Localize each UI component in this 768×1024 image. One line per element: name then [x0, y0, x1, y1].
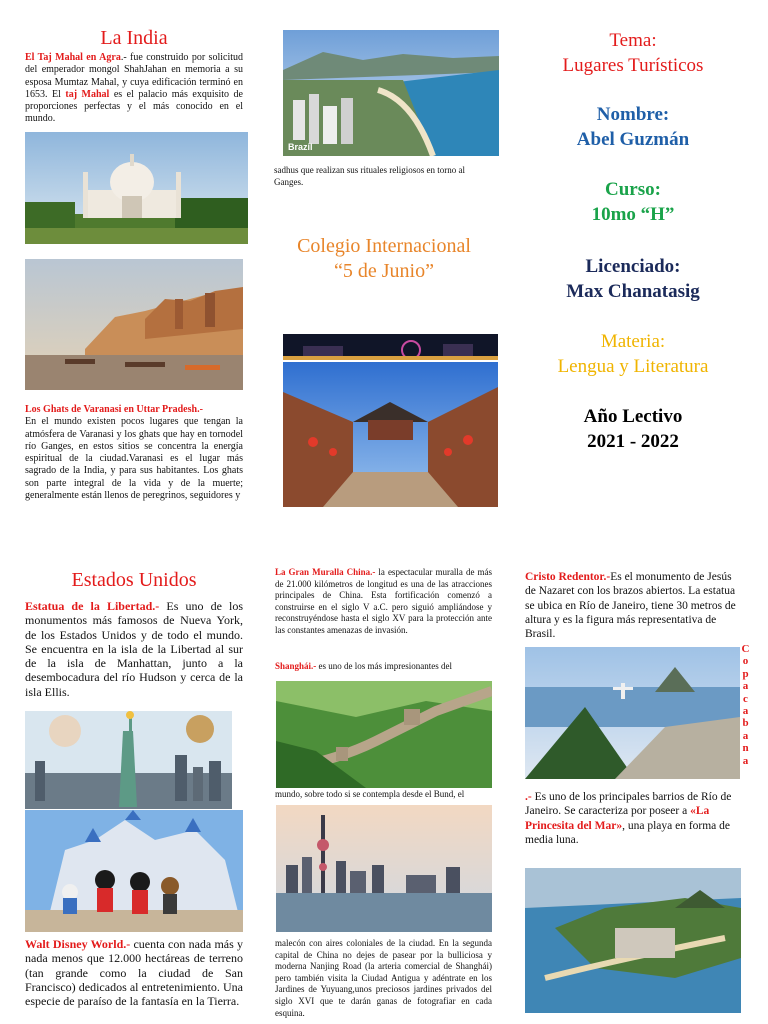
taj-mahal-lead: El Taj Mahal en Agra [25, 52, 121, 63]
statue-lead: Estatua de la Libertad [25, 599, 153, 613]
night-city-strip [283, 334, 498, 360]
india-title: La India [100, 27, 168, 49]
disney-dash: .- [123, 937, 131, 951]
copacabana-paragraph [525, 790, 743, 847]
statue-of-liberty-photo [25, 711, 232, 809]
shanghai-continued: mundo, sobre todo si se contempla desde el Bund, el [275, 789, 465, 799]
anio-value: 2021 - 2022 [587, 431, 679, 452]
disney-text: cuenta con nada más y nada menos que 12.000 hectáreas de terreno (tan grande como la ciudad de San Francisco) dedicados al entretenimiento. Una especie de paraíso de la fantasía en la Tierra. [25, 937, 243, 1009]
shanghai-lead: Shanghái [275, 661, 312, 671]
copacabana-dash: .- [525, 791, 532, 803]
copacabana-text-1: Es uno de los principales barrios de Río de Janeiro. Se caracteriza por poseer a [525, 791, 732, 818]
tema-value: Lugares Turísticos [562, 55, 704, 76]
nombre-label: Nombre: [596, 104, 670, 125]
shanghai-end: malecón con aires coloniales de la ciudad. En la segunda capital de China no dejes de pasear por la bulliciosa y moderna Nanjing Road (la arteria comercial de Shanghái) pero también visita la Ciudad Antigua y adéntrate en los Jardines de Yuyuang,unos preciosos jardines privados del siglo XVI que te darán ganas de fotografiar en cada esquina. [275, 938, 492, 1018]
great-wall-text: la espectacular muralla de más de 21.000 kilómetros de longitud es una de las atracciones principales de China. Esta fortificación comenzó a construirse en el siglo V a.C. pero siguió ampliándose y reconstruyéndose hasta el siglo XV para la protección ante las constantes amenazas de invasión. [275, 567, 492, 635]
shanghai-paragraph [275, 661, 492, 673]
great-wall-dash: .- [370, 567, 376, 577]
ghats-dash: .- [197, 404, 203, 415]
college-line-2: “5 de Junio” [334, 260, 434, 282]
cristo-text: Es el monumento de Jesús de Nazaret con los brazos abiertos. La estatua se ubica en Río de Janeiro, tiene 30 metros de altura y es la figura más representativa de Brasil. [525, 571, 736, 641]
brazil-photo-label: Brazil [288, 142, 313, 152]
usa-title: Estados Unidos [71, 569, 197, 591]
shanghai-dash: .- [311, 661, 317, 671]
ghats-continued: sadhus que realizan sus rituales religiosos en torno al Ganges. [274, 165, 465, 187]
nombre-block [513, 102, 753, 152]
ghats-text: En el mundo existen pocos lugares que tengan la atmósfera de Varanasi y los ghats que hay en tornodel río Ganges, en estos sitios se concentra la energía espiritual de la ciudad.Varanasi es el lugar más sagrado de la India, y para sus habitantes. Los ghats son parte integral de la vida y de la muerte; generalmente están llenos de peregrinos, seguidores y [25, 416, 243, 502]
cover-block [513, 28, 753, 78]
tema-label: Tema: [609, 30, 657, 51]
licenciado-label: Licenciado: [585, 256, 681, 277]
taj-mahal-emph: taj Mahal [65, 88, 110, 100]
taj-mahal-photo [25, 132, 248, 244]
licenciado-value: Max Chanatasig [566, 281, 700, 302]
taj-mahal-paragraph [25, 52, 243, 126]
nombre-value: Abel Guzmán [576, 129, 690, 150]
great-wall-lead: La Gran Muralla China [275, 567, 371, 577]
cristo-lead: Cristo Redentor [525, 571, 604, 583]
disney-lead: Walt Disney World [25, 937, 124, 951]
copacabana-vertical-text: Copacabana [741, 643, 750, 767]
materia-block [513, 329, 753, 379]
statue-paragraph [25, 599, 243, 699]
brazil-coast-photo [283, 30, 499, 156]
copacabana-photo [525, 868, 741, 1013]
great-wall-paragraph [275, 567, 492, 637]
disney-world-photo [25, 810, 243, 932]
ghats-paragraph [25, 404, 243, 502]
college-line-1: Colegio Internacional [297, 235, 471, 257]
curso-label: Curso: [605, 179, 661, 200]
copacabana-emph: «La Princesita del Mar» [525, 805, 710, 832]
great-wall-photo [276, 681, 492, 788]
curso-value: 10mo “H” [591, 204, 675, 225]
chinese-old-town-photo [283, 362, 498, 507]
materia-label: Materia: [600, 331, 666, 352]
copacabana-vertical-title [741, 643, 751, 767]
taj-mahal-text-1: .- fue construido por solicitud del emperador mongol ShahJahan en memoria a su esposa Mumtaz Mahal, y cuya edificación terminó en 1653. El [25, 52, 243, 100]
shanghai-text: es uno de los más impresionantes del [316, 661, 453, 671]
varanasi-photo [25, 259, 243, 390]
cristo-redentor-photo [525, 647, 740, 779]
shanghai-skyline-photo [276, 805, 492, 932]
statue-text: Es uno de los monumentos más famosos de Nueva York, de los Estados Unidos y de todo el mundo. Se encuentra en la isla de la Libertad al sur de la isla de Manhattan, junto a la desembocadura del río Hudson y cerca de la isla Ellis. [25, 599, 243, 699]
copacabana-text-2: , una playa en forma de media luna. [525, 819, 731, 846]
curso-block [513, 177, 753, 227]
licenciado-block [513, 254, 753, 304]
materia-value: Lengua y Literatura [557, 356, 709, 377]
anio-label: Año Lectivo [583, 406, 683, 427]
taj-mahal-text-2: es el palacio más exquisito de proporciones perfectas y el más conocido en el mundo. [25, 88, 243, 125]
cristo-paragraph [525, 570, 743, 641]
cristo-dash: .- [603, 571, 611, 583]
ghats-lead: Los Ghats de Varanasi en Uttar Pradesh [25, 404, 198, 415]
statue-dash: .- [152, 599, 160, 613]
anio-block [513, 404, 753, 454]
college-name [262, 234, 506, 284]
disney-paragraph [25, 937, 243, 1008]
